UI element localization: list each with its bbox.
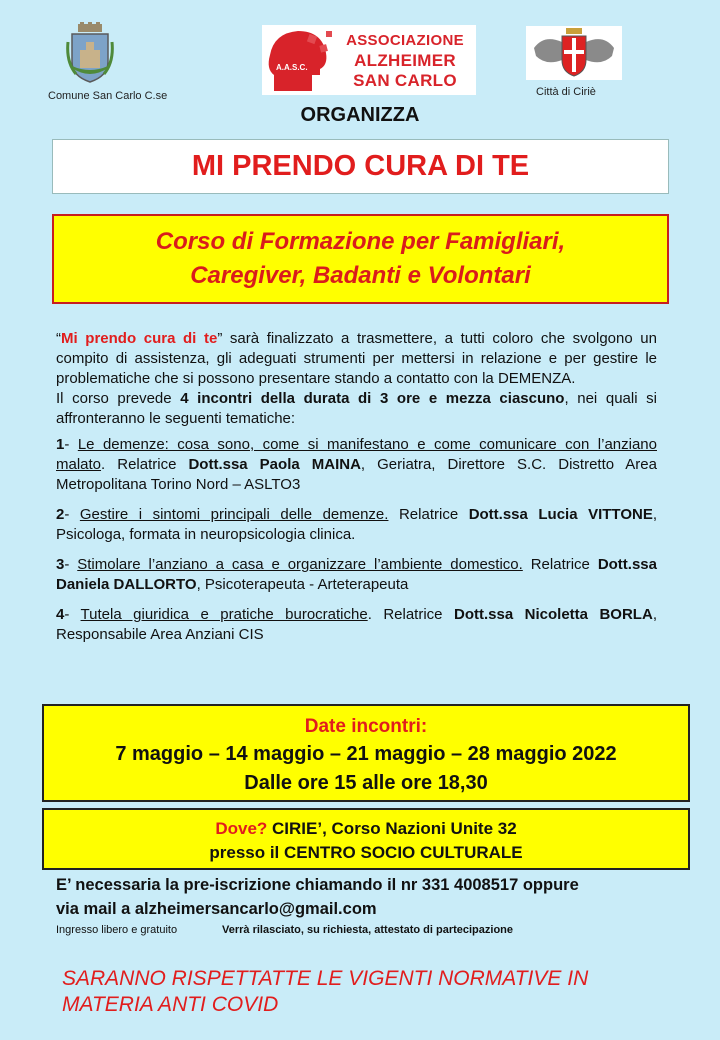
location-box xyxy=(42,808,690,870)
covid-line2: MATERIA ANTI COVID xyxy=(62,993,279,1016)
left-logo-caption: Comune San Carlo C.se xyxy=(48,90,168,102)
topic-item: 4- Tutela giuridica e pratiche burocratiche. Relatrice Dott.ssa Nicoletta BORLA, Responsabile Area Anziani CIS xyxy=(56,606,657,643)
quote-open: “ xyxy=(56,330,61,347)
topic-relatrice: Relatrice xyxy=(522,556,598,573)
topic-speaker: Dott.ssa Nicoletta BORLA xyxy=(454,606,653,623)
registration-info xyxy=(56,873,676,921)
topic-number: 1 xyxy=(56,436,65,453)
topic-details: , Psicoterapeuta - Arteterapeuta xyxy=(196,576,409,593)
association-badge: A.A.S.C. xyxy=(276,63,308,72)
topic-item: 3- Stimolare l’anziano a casa e organizzare l’ambiente domestico. Relatrice Dott.ssa Daniela DALLORTO, Psicoterapeuta - Arteterapeuta xyxy=(56,556,657,593)
association-logo xyxy=(262,25,476,95)
topic-number: 4 xyxy=(56,606,65,623)
topic-relatrice: Relatrice xyxy=(388,506,469,523)
schedule-paragraph xyxy=(56,389,657,429)
location-venue: presso il CENTRO SOCIO CULTURALE xyxy=(209,843,523,862)
location-line xyxy=(44,817,688,841)
topic-item: 2- Gestire i sintomi principali delle demenze. Relatrice Dott.ssa Lucia VITTONE, Psicologa, formata in neuropsicologia clinica. xyxy=(56,506,657,543)
dates-box xyxy=(42,704,690,802)
course-title-line2: Caregiver, Badanti e Volontari xyxy=(190,262,531,289)
schedule-bold: 4 incontri della durata di 3 ore e mezza ciascuno xyxy=(180,390,565,407)
dates-label: Date incontri: xyxy=(304,716,428,737)
intro-paragraph xyxy=(56,329,657,389)
main-title: MI PRENDO CURA DI TE xyxy=(191,150,530,182)
association-logo-line3: SAN CARLO xyxy=(353,71,457,90)
certificate-note: Verrà rilasciato, su richiesta, attestato di partecipazione xyxy=(222,924,514,936)
topic-item: 1- Le demenze: cosa sono, come si manifestano e come comunicare con l’anziano malato. Relatrice Dott.ssa Paola MAINA, Geriatra, Direttore S.C. Distretto Area Metropolitana Torino Nord – ASLTO3 xyxy=(56,436,657,493)
topic-title: Tutela giuridica e pratiche burocratiche xyxy=(80,606,368,623)
organizza-heading: ORGANIZZA xyxy=(300,104,420,126)
dates-list: 7 maggio – 14 maggio – 21 maggio – 28 maggio 2022 xyxy=(115,743,617,765)
covid-line1: SARANNO RISPETTATTE LE VIGENTI NORMATIVE IN xyxy=(62,967,589,990)
registration-line2: via mail a alzheimersancarlo@gmail.com xyxy=(56,900,377,918)
topic-number: 3 xyxy=(56,556,65,573)
title-box xyxy=(52,139,669,194)
topic-relatrice: . Relatrice xyxy=(101,456,189,473)
san-carlo-coat-of-arms xyxy=(66,22,114,84)
topic-details: , Psicologa, formata in neuropsicologia clinica. xyxy=(56,506,657,543)
cirie-coat-of-arms xyxy=(526,26,622,80)
location-place: CIRIE’, Corso Nazioni Unite 32 xyxy=(267,819,517,838)
intro-rest: ” sarà finalizzato a trasmettere, a tutti coloro che svolgono un compito di assistenza, gli adeguati strumenti per mettersi in relazione e per gestire le problematiche che si possono presentare stando a contatto con la DEMENZA. xyxy=(56,330,657,387)
topic-title: Stimolare l’anziano a casa e organizzare l’ambiente domestico. xyxy=(77,556,523,573)
right-logo-caption: Città di Ciriè xyxy=(536,86,596,98)
schedule-pre: Il corso prevede xyxy=(56,390,181,407)
topic-speaker: Dott.ssa Daniela DALLORTO xyxy=(56,556,657,593)
topic-relatrice: . Relatrice xyxy=(367,606,454,623)
topic-number: 2 xyxy=(56,506,65,523)
course-box xyxy=(52,214,669,304)
free-entry-note: Ingresso libero e gratuito xyxy=(56,924,178,936)
registration-line1: E’ necessaria la pre-iscrizione chiamando il nr 331 4008517 oppure xyxy=(56,876,579,894)
location-label: Dove? xyxy=(215,819,268,838)
course-title-line1: Corso di Formazione per Famigliari, xyxy=(155,228,566,255)
topic-title: Gestire i sintomi principali delle demenze. xyxy=(79,506,389,523)
dates-hours: Dalle ore 15 alle ore 18,30 xyxy=(244,772,488,794)
topic-details: , Geriatra, Direttore S.C. Distretto Area Metropolitana Torino Nord – ASLTO3 xyxy=(56,456,657,493)
topic-speaker: Dott.ssa Paola MAINA xyxy=(188,456,361,473)
covid-notice xyxy=(62,966,692,1018)
topic-title: Le demenze: cosa sono, come si manifestano e come comunicare con l’anziano malato xyxy=(56,436,657,473)
topic-speaker: Dott.ssa Lucia VITTONE xyxy=(468,506,653,523)
topic-details: , Responsabile Area Anziani CIS xyxy=(56,606,657,643)
description xyxy=(56,329,657,645)
schedule-post: , nei quali si affronteranno le seguenti tematiche: xyxy=(56,390,658,427)
association-logo-line2: ALZHEIMER xyxy=(354,51,456,70)
course-name-inline: Mi prendo cura di te xyxy=(61,330,218,347)
association-logo-line1: ASSOCIAZIONE xyxy=(346,32,464,49)
